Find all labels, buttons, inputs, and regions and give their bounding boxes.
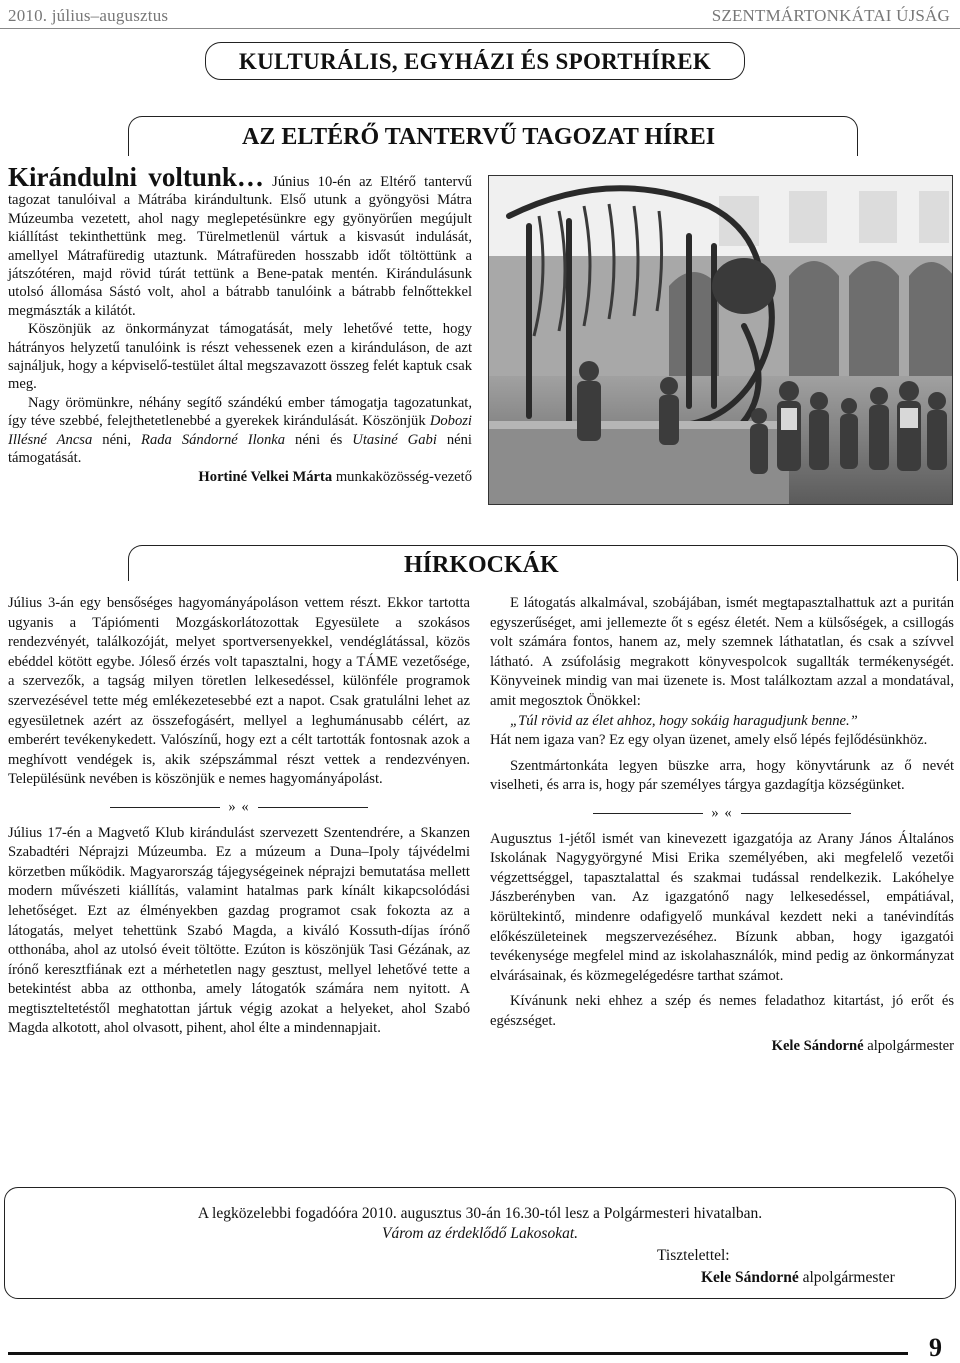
- office-hours-notice: [4, 1187, 956, 1299]
- news-good-wishes: Kívánunk neki ehhez a szép és nemes feladathoz kitartást, jó erőt és egészséget.: [490, 993, 954, 1029]
- news-right-column: [490, 594, 954, 1057]
- issue-date: 2010. július–augusztus: [8, 6, 169, 25]
- notice-signature: Kele Sándorné alpolgármester: [701, 1269, 895, 1286]
- article-lead: Kirándulni voltunk…: [8, 162, 264, 192]
- notice-greeting: Tisztelettel:: [657, 1247, 730, 1264]
- separator-2: » «: [490, 804, 954, 824]
- news-szabo-magda-visit: E látogatás alkalmával, szobájában, ismét megtapasztalhattuk azt a puritán egyszerűséget, ami jellemezte őt s egész életét. Nem a külsőségek, a csillogás volt számára fontos, hanem az, mely szemnek láthatatlan, és csak a szívvel látható. A zsúfolásig megrakott könyvespolcok sugallták termékenységét. Könyveinek mindig van mai üzenete is. Most találkoztam azzal a mondatával, amit megosztok Önökkel:: [490, 595, 954, 709]
- article-paragraph-2: Köszönjük az önkormányzat támogatását, mely lehetővé tette, hogy hátrányos helyzetű tanulóink is részt vehessenek ezen a kiránduláson, de azt sajnáljuk, hogy a képviselő-testület által megszavazott összeg felét kaptuk csak meg.: [8, 321, 472, 393]
- notice-text: A legközelebbi fogadóóra 2010. augusztus 30-án 16.30-tól lesz a Polgármesteri hivatalban.: [197, 1205, 763, 1222]
- section-title-special-curriculum: AZ ELTÉRŐ TANTERVŰ TAGOZAT HÍREI: [236, 124, 721, 151]
- page-number: 9: [929, 1333, 942, 1362]
- article-excursion: [8, 162, 472, 486]
- news-quote-comment: Hát nem igaza van? Ez egy olyan üzenet, amely első lépés fejlődésünkhöz.: [490, 732, 928, 749]
- news-signature: Kele Sándorné alpolgármester: [771, 1038, 954, 1055]
- photo-illustration: [489, 176, 953, 505]
- photo-mammoth-skeleton-museum: [488, 175, 953, 505]
- section-title-news: HÍRKOCKÁK: [398, 552, 565, 579]
- news-tame-event: Július 3-án egy bensőséges hagyományápoláson vettem részt. Ekkor tartotta ugyanis a Tápiómenti Mozgáskorlátozottak Egyesülete a szokásos rendezvényét, találkozóját, melyet sportversenyekkel, vendéglátással, közös ebéddel kötött egybe. Jóleső érzés volt tapasztalni, hogy a TÁME vezetősége, a szervezők, a tagság milyen töretlen lelkesedéssel, különféle programok szervezésével tette még emlékezetesebbé ezt a napot. Csak gratulálni lehet az egyesületnek azért az összefogásért, mellyel a leghumánusabb célért, az emberért tevékenykedett. Valószínű, hogy ezt a célt tartották fontosnak azok a meghívott vendégek is, akik szépszámmal részt vettek a rendezvényen. Településünk nevében is köszönjük e nemes hagyományápolást.: [8, 595, 470, 788]
- section-banner: KULTURÁLIS, EGYHÁZI ÉS SPORTHÍREK: [205, 42, 745, 80]
- newspaper-name: SZENTMÁRTONKÁTAI ÚJSÁG: [711, 6, 950, 25]
- article-paragraph-3: Nagy örömünkre, néhány segítő szándékú ember támogatja tagozatunkat, így téve szebbé, felejthetetlenebbé a gyerekek kirándulását. Köszönjük Dobozi Illésné Ancsa néni, Rada Sándorné Ilonka néni és Utasiné Gabi néni támogatását.: [8, 394, 472, 467]
- article-paragraph-1: Június 10-én az Eltérő tantervű tagozat tanulóival a Mátrába kirándultunk. Első utunk a gyöngyösi Mátra Múzeumba vezetett, ahol nagy meglepetésünkre egy gyönyörűen megújult kiállítást tekinthettünk meg. Türelmetlenül vártuk a kisvasút indulását, amellyel Mátrafüredig utaztunk. Mátrafüreden hosszabb időt töltöttünk a játszótéren, majd rövid túrát tettünk a Bene-patak mentén. Kirándulásunk utolsó állomása Sástó volt, ahol a bátrabb tanulóink a bátrabb felnőttekkel megmászták a kilátót.: [8, 174, 472, 319]
- footer-rule: [8, 1352, 908, 1355]
- news-library-name: Szentmártonkáta legyen büszke arra, hogy könyvtárunk az ő nevét viselheti, és arra is, hogy pár személyes tárgya gazdagítja községünket.: [490, 757, 954, 794]
- notice-invitation: Várom az érdeklődő Lakosokat.: [381, 1225, 579, 1242]
- news-left-column: [8, 594, 470, 1039]
- news-new-principal: Augusztus 1-jétől ismét van kinevezett igazgatója az Arany János Általános Iskolának Nagygyörgyné Misi Erika személyében, aki megfelelő vezetői végzettséggel, tapasztalattal és szakmai tudással rendelkezik. Lakóhelye Jászberényben van. Az igazgatónő nagy lelkesedéssel, empátiával, körültekintő, mindenre odafigyelő munkával kezdett neki a tanévindítás előkészületeinek megszervezéséhez. Bízunk abban, hogy igazgatói tevékenysége megfelel mind az iskolahasználók, mind pedig az önkormányzat elvárásainak, és közmegelégedésre tarthat számot.: [490, 830, 954, 984]
- article-signature: Hortiné Velkei Márta munkaközösség-vezető: [198, 468, 472, 485]
- news-magveto-club-trip: Július 17-én a Magvető Klub kirándulást szervezett Szentendrére, a Skanzen Szabadtéri Néprajzi Múzeumba. Ez a múzeum a Duna–Ipoly tájvédelmi körzetben működik. Magyarország tájegységeinek néprajzi bemutatása mellett modern művészeti kiállítás, valamint hatalmas park kínált kikapcsolódási lehetőséget. Ezt az élményekben gazdag programot csak fokozta az a látogatás, melyet tehettünk Szabó Magda, a kiváló Kossuth-díjas írónő otthonába, ahol az utolsó éveit töltötte. Ezúton is köszönjük Tasi Gézának, az írónő keresztfiának ezt a mérhetetlen nagy gesztust, mellyel lehetővé tette a betekintést abba az otthonba, amely látogatók számára nem nyitott. A megtiszteltetéstől meghatottan jártuk végig azokat a helyeket, ahol Szabó Magda alkotott, ahol olvasott, pihent, ahol élte a mindennapjait.: [8, 824, 470, 1037]
- header-rule: [0, 28, 960, 29]
- quote-szabo-magda: „Túl rövid az élet ahhoz, hogy sokáig haragudjunk benne.”: [510, 712, 858, 729]
- separator: » «: [8, 798, 470, 818]
